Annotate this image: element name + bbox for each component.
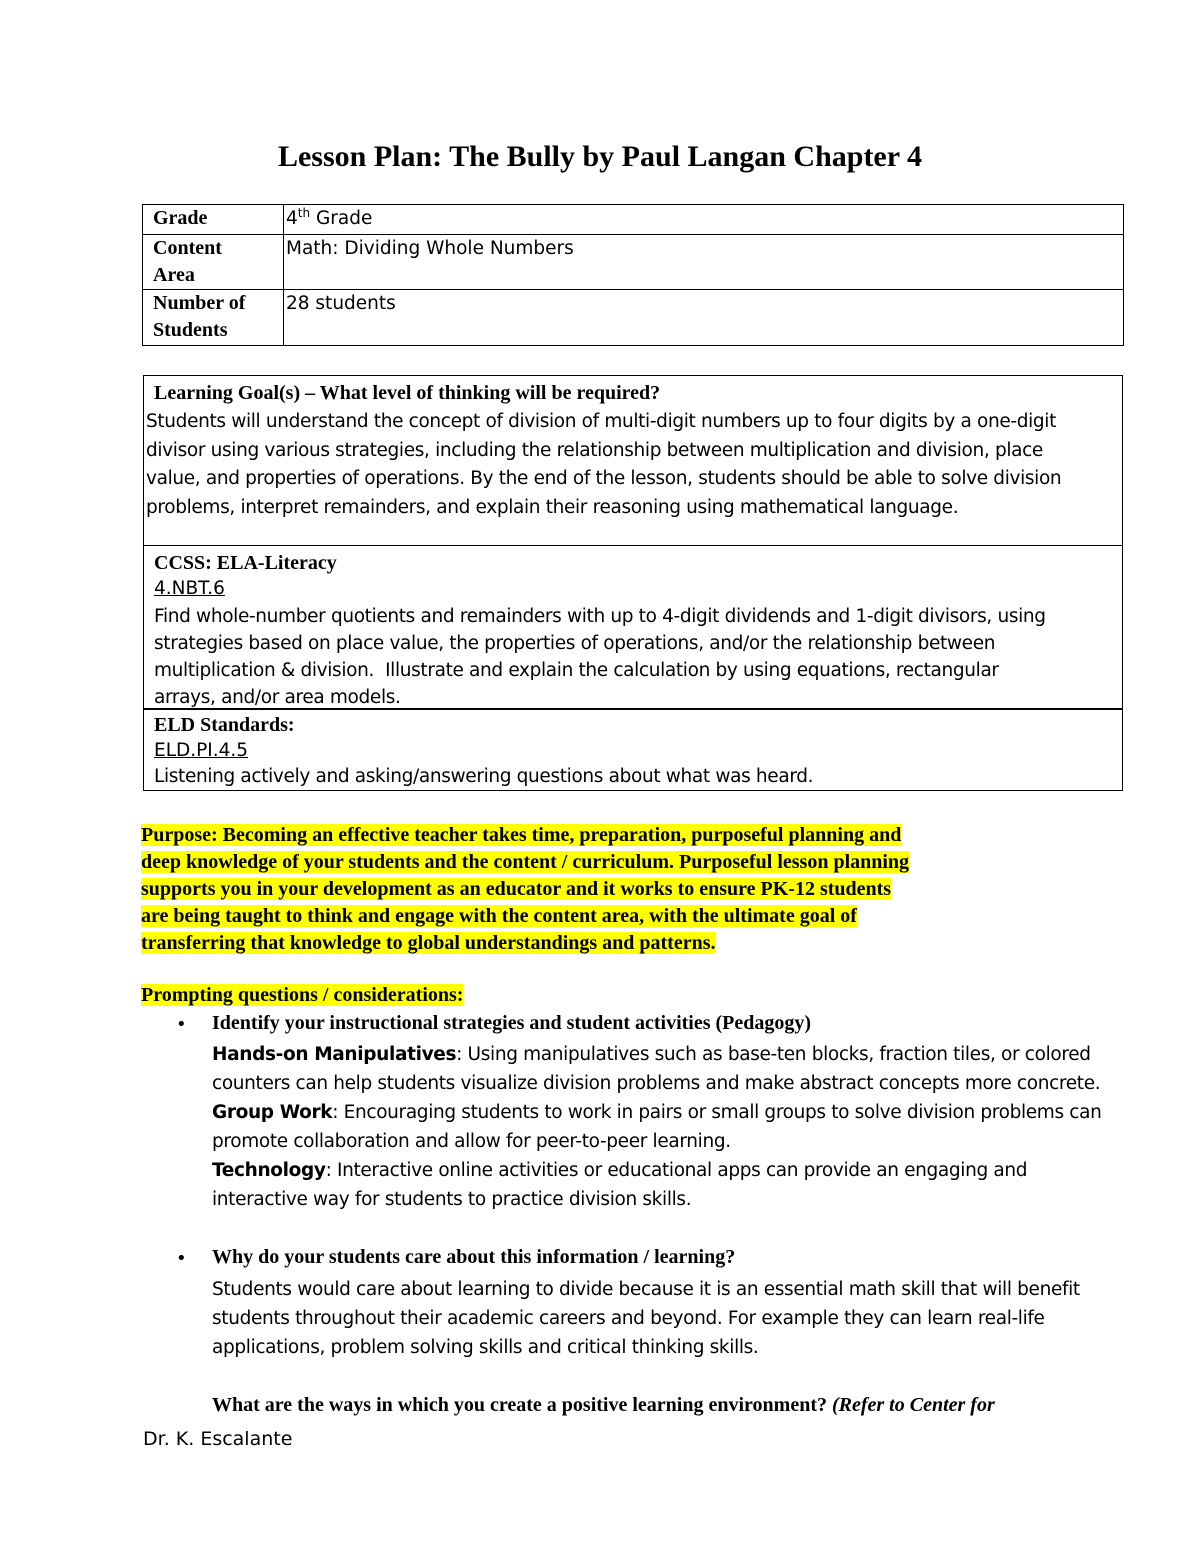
list-item: Technology: Interactive online activities or educational apps can provide an engaging and [212,1160,1028,1181]
question-why-care: Why do your students care about this information / learning? [212,1246,736,1268]
number-of-students-value: 28 students [284,290,1124,346]
question-pedagogy: Identify your instructional strategies and student activities (Pedagogy) [212,1012,812,1034]
learning-goal-heading: Learning Goal(s) – What level of thinking will be required? [154,382,661,404]
info-table [142,204,1124,346]
table-row [143,235,1124,290]
eld-box [143,709,1123,791]
number-of-students-label: Number of Students [143,290,284,346]
ccss-text: Find whole-number quotients and remainders with up to 4-digit dividends and 1-digit divisors, using strategies based on place value, the properties of operations, and/or the relationship between multiplication & division. Illustrate and explain the calculation by using equations, rectangular arrays, and/or area models. [154,606,1046,708]
list-item: Hands-on Manipulatives: Using manipulatives such as base-ten blocks, fraction tiles, or colored [212,1044,1091,1065]
purpose-paragraph: Purpose: Becoming an effective teacher takes time, preparation, purposeful planning and deep knowledge of your students and the content / curriculum. Purposeful lesson planning supports you in your development as an educator and it works to ensure PK-12 students are being taught to think and engage with the content area, with the ultimate goal of transferring that knowledge to global understandings and patterns. [141,824,910,954]
list-item: Group Work: Encouraging students to work in pairs or small groups to solve division problems can [212,1102,1102,1123]
strategies-list: Hands-on Manipulatives: Using manipulatives such as base-ten blocks, fraction tiles, or colored counters can help students visualize division problems and make abstract concepts more concrete. Group Work: Encouraging students to work in pairs or small groups to solve division problems can promote collaboration and allow for peer-to-peer learning. Technology: Interactive online activities or educational apps can provide an engaging and interactive way for students to practice division skills. [212,1040,1172,1214]
bullet-icon: • [176,1014,187,1035]
table-row [143,205,1124,235]
content-area-value: Math: Dividing Whole Numbers [284,235,1124,290]
content-area-label: Content Area [143,235,284,290]
learning-goal-text: Students will understand the concept of division of multi-digit numbers up to four digits by a one-digit divisor using various strategies, including the relationship between multiplication and division, place value, and properties of operations. By the end of the lesson, students should be able to solve division problems, interpret remainders, and explain their reasoning using mathematical language. [146,411,1062,518]
grade-value: 4th Grade [284,205,1124,235]
footer-author: Dr. K. Escalante [143,1428,293,1450]
ccss-code-link[interactable]: 4.NBT.6 [154,578,225,599]
page-title: Lesson Plan: The Bully by Paul Langan Chapter 4 [277,140,923,173]
bullet-icon: • [176,1248,187,1269]
ccss-heading: CCSS: ELA-Literacy [154,552,337,574]
grade-label: Grade [143,205,284,235]
prompting-heading: Prompting questions / considerations: [141,984,464,1006]
question-positive-environment: What are the ways in which you create a positive learning environment? (Refer to Center for [212,1394,995,1416]
why-care-answer: Students would care about learning to divide because it is an essential math skill that will benefit students throughout their academic careers and beyond. For example they can learn real-life applications, problem solving skills and critical thinking skills. [212,1279,1080,1358]
ccss-box [143,546,1123,709]
learning-goal-box [143,375,1123,546]
eld-code-link[interactable]: ELD.PI.4.5 [154,740,249,761]
eld-text: Listening actively and asking/answering questions about what was heard. [154,766,814,787]
eld-heading: ELD Standards: [154,714,295,736]
table-row [143,290,1124,346]
